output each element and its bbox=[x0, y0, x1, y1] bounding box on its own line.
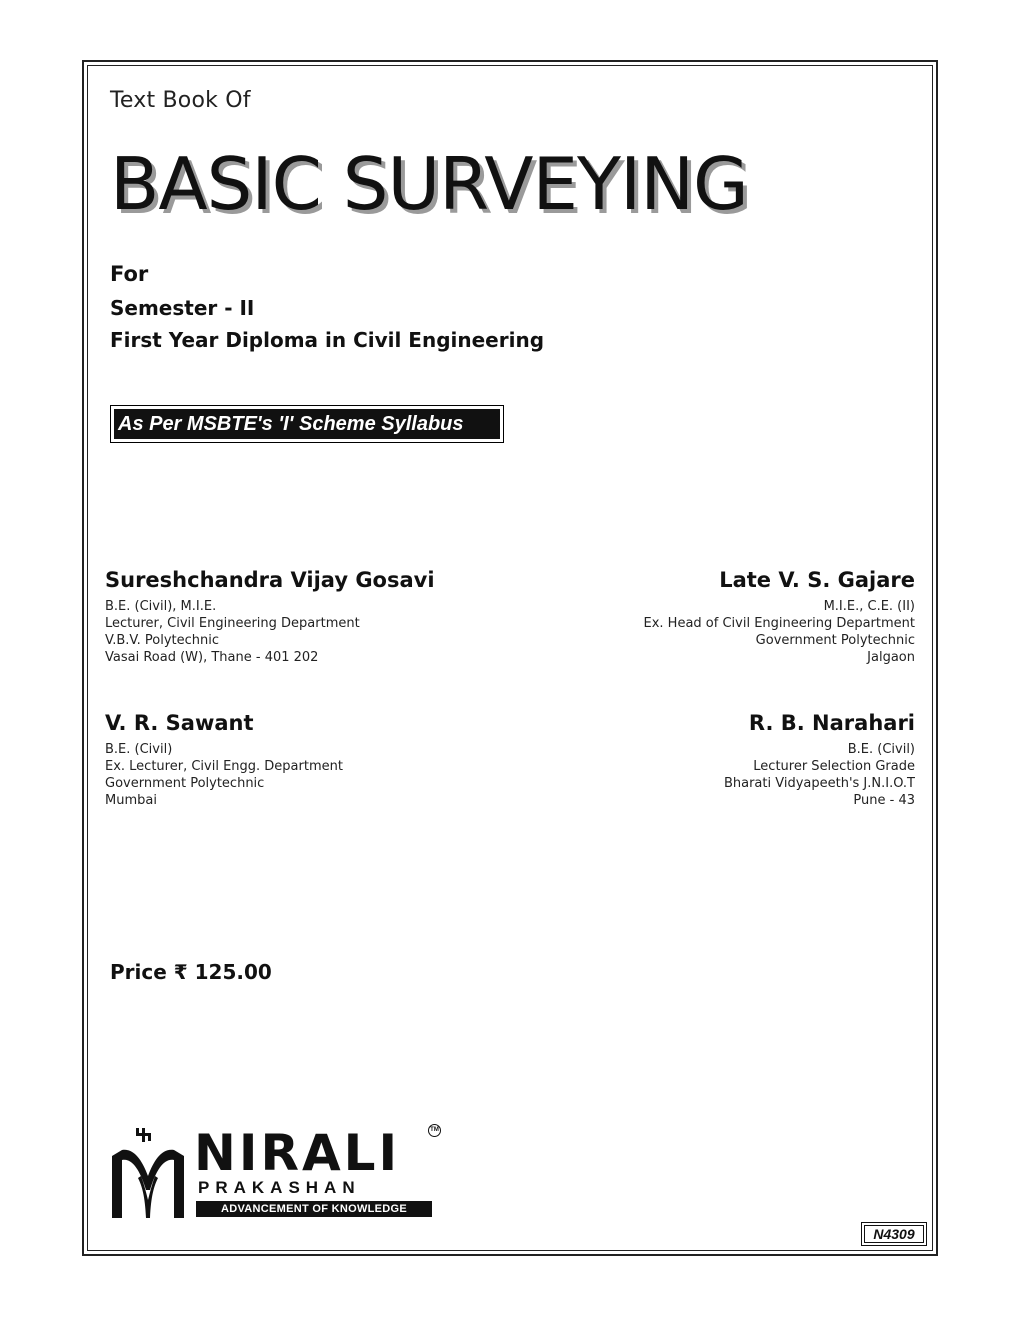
publisher-tagline: ADVANCEMENT OF KNOWLEDGE bbox=[196, 1201, 432, 1217]
author-detail: Lecturer, Civil Engineering Department bbox=[105, 616, 360, 631]
author-detail: Vasai Road (W), Thane - 401 202 bbox=[105, 650, 319, 665]
author-name: R. B. Narahari bbox=[748, 711, 915, 735]
pre-title: Text Book Of bbox=[110, 88, 251, 113]
author-detail: Bharati Vidyapeeth's J.N.I.O.T bbox=[723, 776, 915, 791]
author-detail: B.E. (Civil), M.I.E. bbox=[105, 599, 217, 614]
author-block bbox=[105, 568, 525, 666]
author-detail: Mumbai bbox=[105, 793, 157, 808]
author-block bbox=[495, 568, 915, 666]
author-name: Sureshchandra Vijay Gosavi bbox=[105, 568, 435, 592]
author-detail: Pune - 43 bbox=[853, 793, 915, 808]
author-detail: Ex. Lecturer, Civil Engg. Department bbox=[105, 759, 343, 774]
book-code-badge bbox=[861, 1222, 927, 1246]
publisher-logo bbox=[108, 1122, 448, 1222]
course-label: First Year Diploma in Civil Engineering bbox=[110, 328, 545, 352]
for-label: For bbox=[110, 262, 149, 286]
author-detail: B.E. (Civil) bbox=[847, 742, 915, 757]
author-detail: M.I.E., C.E. (II) bbox=[823, 599, 915, 614]
author-name: V. R. Sawant bbox=[105, 711, 254, 735]
syllabus-badge-text: As Per MSBTE's 'I' Scheme Syllabus bbox=[114, 409, 500, 439]
author-detail: Jalgaon bbox=[867, 650, 915, 665]
author-detail: Government Polytechnic bbox=[105, 776, 265, 791]
publisher-name: NIRALI bbox=[194, 1124, 401, 1182]
trademark-symbol: TM bbox=[428, 1124, 441, 1137]
semester-label: Semester - II bbox=[110, 296, 255, 320]
syllabus-badge bbox=[110, 405, 504, 443]
author-block bbox=[105, 711, 525, 809]
author-detail: Government Polytechnic bbox=[755, 633, 915, 648]
publisher-emblem-icon bbox=[108, 1126, 188, 1220]
book-title: BASIC SURVEYING bbox=[110, 142, 748, 226]
publisher-subname: PRAKASHAN bbox=[198, 1178, 361, 1197]
book-code: N4309 bbox=[864, 1225, 924, 1243]
author-detail: V.B.V. Polytechnic bbox=[105, 633, 219, 648]
author-detail: Ex. Head of Civil Engineering Department bbox=[643, 616, 915, 631]
author-name: Late V. S. Gajare bbox=[719, 568, 915, 592]
author-detail: B.E. (Civil) bbox=[105, 742, 173, 757]
price-label: Price ₹ 125.00 bbox=[110, 960, 272, 984]
author-block bbox=[495, 711, 915, 809]
author-detail: Lecturer Selection Grade bbox=[753, 759, 915, 774]
